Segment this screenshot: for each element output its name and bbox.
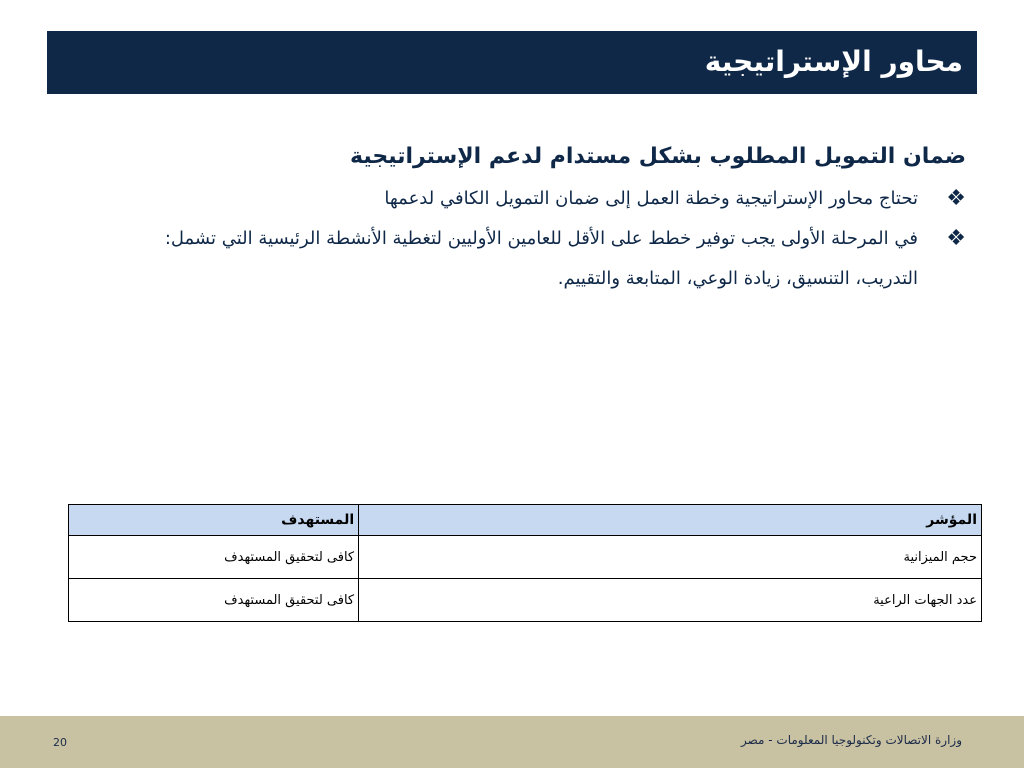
bullet-item: [116, 219, 966, 299]
slide-title: محاور الإستراتيجية: [704, 45, 963, 78]
bullet-text: تحتاج محاور الإستراتيجية وخطة العمل إلى ضمان التمويل الكافي لدعمها: [384, 188, 918, 209]
ministry-name: وزارة الاتصالات وتكنولوجيا المعلومات - مصر: [741, 733, 962, 747]
page-number: 20: [53, 736, 67, 749]
diamond-bullet-icon: ❖: [946, 186, 966, 211]
table-row: [69, 536, 982, 579]
cell-indicator: حجم الميزانية: [359, 536, 982, 579]
indicators-table: [68, 504, 982, 622]
footer-bar: [0, 716, 1024, 768]
table-row: [69, 579, 982, 622]
slide-content: [116, 137, 966, 299]
bullet-text: في المرحلة الأولى يجب توفير خطط على الأقل للعامين الأوليين لتغطية الأنشطة الرئيسية التي تشمل: التدريب، التنسيق، زيادة الوعي، المتابعة والتقييم.: [164, 228, 918, 289]
slide-title-bar: [47, 31, 977, 94]
section-heading: ضمان التمويل المطلوب بشكل مستدام لدعم الإستراتيجية: [350, 144, 966, 169]
diamond-bullet-icon: ❖: [946, 226, 966, 251]
cell-target: كافى لتحقيق المستهدف: [69, 579, 359, 622]
cell-target: كافى لتحقيق المستهدف: [69, 536, 359, 579]
header-indicator: المؤشر: [359, 505, 982, 536]
header-target: المستهدف: [69, 505, 359, 536]
table-header-row: [69, 505, 982, 536]
bullet-item: [116, 179, 966, 219]
cell-indicator: عدد الجهات الراعية: [359, 579, 982, 622]
